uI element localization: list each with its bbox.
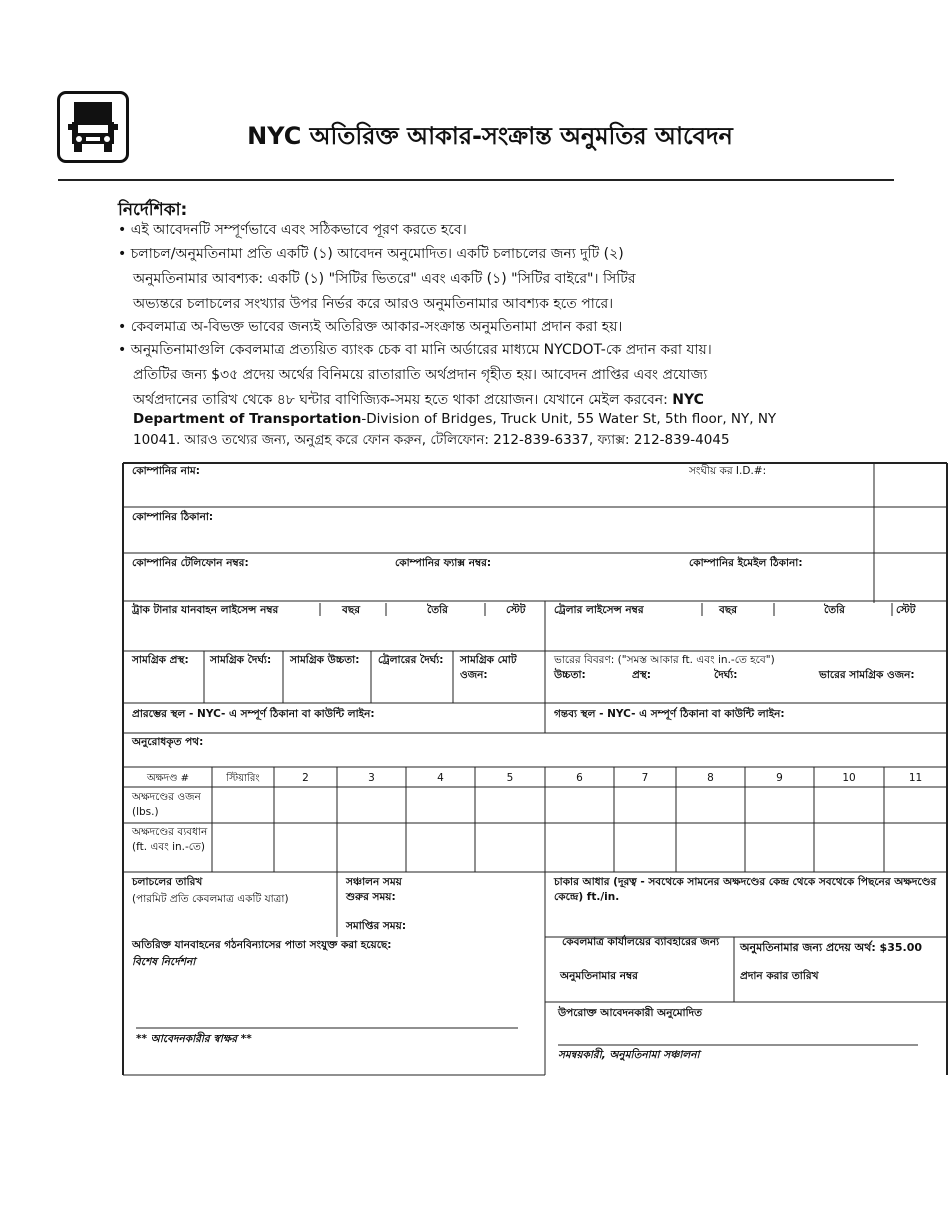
wheelbase-label: চাকার আধার (দূরত্ব - সবথেকে সামনের অক্ষদণ্ডের কেন্দ্র থেকে সবথেকে পিছনের অক্ষদণ্ডের কেন্দ্রে) ft./in. (554, 876, 937, 903)
trailer-state-label: স্টেট (896, 604, 916, 616)
load-description-label: ভারের বিবরণ: ("সমস্ত আকার ft. এবং in.-তে হবে") (554, 654, 775, 666)
instruction-line: • এই আবেদনটি সম্পূর্ণভাবে এবং সঠিকভাবে পূরণ করতে হবে। (118, 222, 467, 238)
axle-number: 4 (437, 772, 444, 784)
end-time-label: সমাপ্তির সময়: (346, 920, 407, 932)
trailer-license-label: ট্রেলার লাইসেন্স নম্বর (554, 604, 644, 616)
federal-tax-id-label: সংঘীয় কর I.D.#: (689, 465, 767, 477)
truck-make-label: তৈরি (427, 604, 448, 616)
dept-address-line (133, 411, 776, 427)
special-instructions-label: বিশেষ নির্দেশনা (132, 956, 196, 968)
company-phone-label: কোম্পানির টেলিফোন নম্বর: (132, 557, 249, 569)
office-use-label: কেবলমাত্র কার্যালয়ের ব্যাবহারের জন্য (562, 936, 720, 948)
company-email-label: কোম্পানির ইমেইল ঠিকানা: (689, 557, 803, 569)
axle-spacing-label: অক্ষদণ্ডের ব্যবধান (ft. এবং in.-তে) (132, 826, 208, 853)
coordinator-signature-label: সমন্বয়কারী, অনুমতিনামা সঞ্চালনা (558, 1049, 700, 1061)
truck-state-label: স্টেট (506, 604, 526, 616)
trailer-length-label: ট্রেলারের দৈর্ঘ্য: (378, 654, 444, 666)
page-title: NYC অতিরিক্ত আকার-সংক্রান্ত অনুমতির আবেদন (247, 122, 733, 150)
axle-number: 5 (506, 772, 514, 784)
company-address-label: কোম্পানির ঠিকানা: (132, 511, 214, 523)
axle-number: 2 (302, 772, 309, 784)
load-weight-label: ভারের সামগ্রিক ওজন: (819, 669, 915, 681)
axle-number: 11 (908, 772, 923, 784)
instruction-line: প্রতিটির জন্য $৩৫ প্রদেয় অর্থের বিনিময়ে রাতারাতি অর্থপ্রদান গৃহীত হয়। আবেদন প্রাপ্তির এবং প্রযোজ্য (133, 367, 708, 383)
contact-line: 10041. আরও তথ্যের জন্য, অনুগ্রহ করে ফোন করুন, টেলিফোন: 212-839-6337, ফ্যাক্স: 212-839-4045 (133, 432, 730, 448)
mail-to-nyc: NYC (672, 392, 704, 408)
axle-number: 3 (368, 772, 375, 784)
axle-number: 7 (641, 772, 649, 784)
overall-width-label: সামগ্রিক প্রস্থ: (132, 654, 189, 666)
company-name-label: কোম্পানির নাম: (132, 465, 200, 477)
truck-license-label: ট্রাক টানার যানবাহন লাইসেন্স নম্বর (132, 604, 279, 616)
overall-length-label: সামগ্রিক দৈর্ঘ্য: (210, 654, 272, 666)
axle-number: 9 (776, 772, 783, 784)
axle-weight-label: অক্ষদণ্ডের ওজন (lbs.) (132, 791, 201, 818)
one-trip-note: (পারমিট প্রতি কেবলমাত্র একটি যাত্রা) (132, 893, 289, 905)
instruction-line (133, 388, 704, 412)
dept-name: Department of Transportation (133, 411, 362, 427)
axle-number-header: অক্ষদণ্ড # (146, 773, 190, 784)
axle-steering-header: স্টিয়ারিং (226, 773, 260, 784)
title-divider (58, 179, 894, 181)
load-height-label: উচ্চতা: (554, 669, 586, 681)
overall-weight-label: সামগ্রিক মোট ওজন: (460, 654, 517, 681)
origin-label: প্রারম্ভের স্থল - NYC- এ সম্পূর্ণ ঠিকানা বা কাউন্টি লাইন: (132, 708, 375, 720)
load-length-label: দৈর্ঘ্য: (714, 669, 738, 681)
instruction-line: অভ্যন্তরে চলাচলের সংখ্যার উপর নির্ভর করে আরও অনুমতিনামার আবশ্যক হতে পারে। (133, 296, 614, 312)
permit-fee-label: অনুমতিনামার জন্য প্রদেয় অর্থ: $35.00 (740, 941, 923, 954)
instruction-line: • চলাচল/অনুমতিনামা প্রতি একটি (১) আবেদন অনুমোদিত। একটি চলাচলের জন্য দুটি (২) (118, 246, 624, 262)
axle-number: 6 (576, 772, 583, 784)
mail-instruction: অর্থপ্রদানের তারিখ থেকে ৪৮ ঘন্টার বাণিজ্যিক-সময় হতে থাকা প্রয়োজন। যেখানে মেইল করবেন: (133, 392, 668, 408)
instructions-heading: নির্দেশিকা: (118, 200, 188, 220)
company-fax-label: কোম্পানির ফ্যাক্স নম্বর: (395, 557, 492, 569)
form-grid (122, 462, 948, 1076)
instruction-line: • অনুমতিনামাগুলি কেবলমাত্র প্রত্যয়িত ব্যাংক চেক বা মানি অর্ডারের মাধ্যমে NYCDOT-কে প্রদান করা যায়। (118, 342, 712, 358)
issue-date-label: প্রদান করার তারিখ (740, 970, 819, 982)
trailer-year-label: বছর (719, 604, 737, 616)
truck-icon (60, 94, 126, 160)
load-width-label: প্রস্থ: (632, 669, 651, 681)
overall-height-label: সামগ্রিক উচ্চতা: (290, 654, 360, 666)
destination-label: গন্তব্য স্থল - NYC- এ সম্পূর্ণ ঠিকানা বা কাউন্টি লাইন: (554, 708, 785, 720)
truck-year-label: বছর (342, 604, 360, 616)
approved-label: উপরোক্ত আবেদনকারী অনুমোদিত (558, 1007, 702, 1019)
axle-number: 10 (842, 772, 856, 784)
requested-route-label: অনুরোধকৃত পথ: (132, 736, 204, 748)
move-date-label: চলাচলের তারিখ (132, 876, 203, 888)
dept-address: -Division of Bridges, Truck Unit, 55 Water St, 5th floor, NY, NY (361, 411, 777, 427)
axle-number: 8 (707, 772, 714, 784)
instruction-line: • কেবলমাত্র অ-বিভক্ত ভাবের জন্যই অতিরিক্ত আকার-সংক্রান্ত অনুমতিনামা প্রদান করা হয়। (118, 319, 623, 335)
config-attached-label: অতিরিক্ত যানবাহনের গঠনবিন্যাসের পাতা সংযুক্ত করা হয়েছে: (132, 939, 392, 951)
start-time-label: শুরুর সময়: (346, 891, 396, 903)
permit-application-form (122, 462, 948, 1076)
applicant-signature-label: ** আবেদনকারীর স্বাক্ষর ** (136, 1033, 252, 1045)
truck-logo (57, 91, 129, 163)
permit-number-label: অনুমতিনামার নম্বর (560, 970, 638, 982)
instruction-line: অনুমতিনামার আবশ্যক: একটি (১) "সিটির ভিতরে" এবং একটি (১) "সিটির বাইরে"। সিটির (133, 271, 636, 287)
trailer-make-label: তৈরি (824, 604, 845, 616)
move-time-label: সঞ্চালন সময় (346, 876, 402, 888)
